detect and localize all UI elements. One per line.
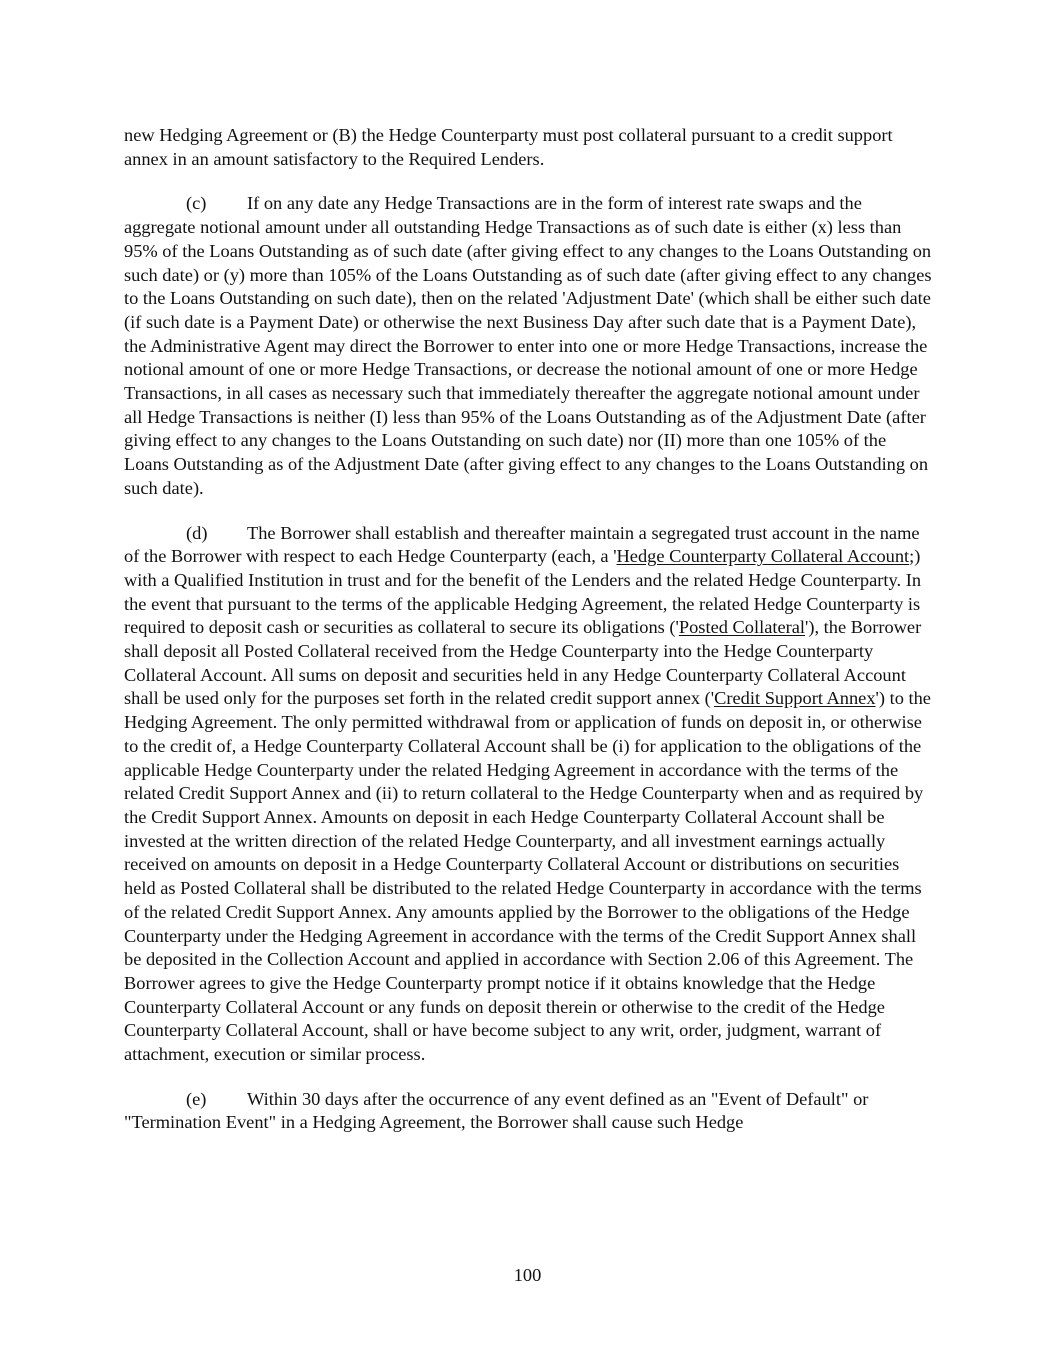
paragraph-d	[124, 522, 934, 1067]
defined-term-hedge-counterparty-collateral-account: Hedge Counterparty Collateral Account	[616, 546, 910, 567]
paragraph-c-text: If on any date any Hedge Transactions are in the form of interest rate swaps and the aggregate notional amount under all outstanding Hedge Transactions as of such date is either (x) less than 95% of the Loans Outstanding as of such date (after giving effect to any changes to the Loans Outstanding on such date) or (y) more than 105% of the Loans Outstanding as of such date (after giving effect to any changes to the Loans Outstanding on such date), then on the related 'Adjustment Date' (which shall be either such date (if such date is a Payment Date) or otherwise the next Business Day after such date that is a Payment Date), the Administrative Agent may direct the Borrower to enter into one or more Hedge Transactions, increase the notional amount of one or more Hedge Transactions, or decrease the notional amount of one or more Hedge Transactions, in all cases as necessary such that immediately thereafter the aggregate notional amount under all Hedge Transactions is neither (I) less than 95% of the Loans Outstanding as of the Adjustment Date (after giving effect to any changes to the Loans Outstanding on such date) nor (II) more than one 105% of the Loans Outstanding as of the Adjustment Date (after giving effect to any changes to the Loans Outstanding on such date).	[124, 193, 932, 498]
document-page	[124, 124, 934, 1156]
paragraph-continuation	[124, 124, 934, 171]
page-number: 100	[513, 1265, 542, 1285]
paragraph-c-number: (c)	[186, 193, 207, 214]
paragraph-continuation-text: new Hedging Agreement or (B) the Hedge Counterparty must post collateral pursuant to a credit support annex in an amount satisfactory to the Required Lenders.	[124, 125, 893, 169]
paragraph-e-number: (e)	[186, 1088, 207, 1109]
paragraph-d-text-2: ;) with a Qualified Institution in trust and for the benefit of the Lenders and the related Hedge Counterparty. In the event that pursuant to the terms of the applicable Hedging Agreement, the related Hedge Counterparty is required to deposit cash or securities as collateral to secure its obligations ('	[124, 546, 922, 638]
paragraph-d-text-4: ') to the Hedging Agreement. The only permitted withdrawal from or application of funds on deposit in, or otherwise to the credit of, a Hedge Counterparty Collateral Account shall be (i) for application to the obligations of the applicable Hedge Counterparty under the related Hedging Agreement in accordance with the terms of the related Credit Support Annex and (ii) to return collateral to the Hedge Counterparty when and as required by the Credit Support Annex. Amounts on deposit in each Hedge Counterparty Collateral Account shall be invested at the written direction of the related Hedge Counterparty, and all investment earnings actually received on amounts on deposit in a Hedge Counterparty Collateral Account or distributions on securities held as Posted Collateral shall be distributed to the related Hedge Counterparty in accordance with the terms of the related Credit Support Annex. Any amounts applied by the Borrower to the obligations of the Hedge Counterparty under the Hedging Agreement in accordance with the terms of the Credit Support Annex shall be deposited in the Collection Account and applied in accordance with Section 2.06 of this Agreement. The Borrower agrees to give the Hedge Counterparty prompt notice if it obtains knowledge that the Hedge Counterparty Collateral Account or any funds on deposit therein or otherwise to the credit of the Hedge Counterparty Collateral Account, shall or have become subject to any writ, order, judgment, warrant of attachment, execution or similar process.	[124, 688, 931, 1065]
paragraph-d-text-3: '), the Borrower shall deposit all Posted Collateral received from the Hedge Counterparty into the Hedge Counterparty Collateral Account. All sums on deposit and securities held in any Hedge Counterparty Collateral Account shall be used only for the purposes set forth in the related credit support annex ('	[124, 617, 922, 709]
paragraph-c	[124, 192, 934, 500]
defined-term-credit-support-annex: Credit Support Annex	[714, 688, 876, 709]
paragraph-e	[124, 1088, 934, 1135]
paragraph-d-number: (d)	[186, 522, 208, 543]
defined-term-posted-collateral: Posted Collateral	[678, 617, 806, 638]
paragraph-e-text: Within 30 days after the occurrence of any event defined as an "Event of Default" or "Termination Event" in a Hedging Agreement, the Borrower shall cause such Hedge	[124, 1088, 869, 1133]
paragraph-d-text-1: The Borrower shall establish and thereafter maintain a segregated trust account in the name of the Borrower with respect to each Hedge Counterparty (each, a '	[124, 522, 920, 567]
